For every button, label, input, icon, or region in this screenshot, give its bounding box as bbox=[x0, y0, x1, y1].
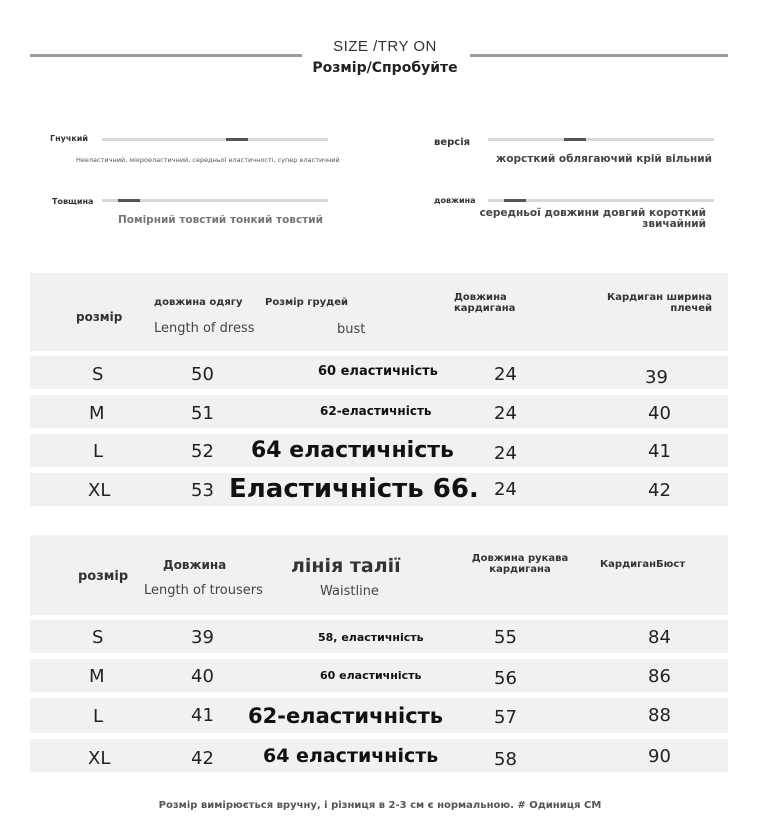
version-scale-track bbox=[488, 138, 714, 141]
top-row-s-shoulder: 39 bbox=[645, 367, 668, 388]
top-header-shoulder-1: Кардиган ширина bbox=[607, 292, 712, 303]
top-header-shoulder-2: плечей bbox=[670, 303, 712, 314]
top-header-dress-ua: довжина одягу bbox=[154, 297, 243, 308]
bottom-row-s-size: S bbox=[92, 627, 104, 648]
bottom-row-xl-bust: 90 bbox=[648, 746, 671, 767]
top-row-s-length: 50 bbox=[191, 364, 214, 385]
bottom-header-cardigan-bust: КардиганБюст bbox=[600, 559, 686, 570]
top-header-cardigan-len-2: кардигана bbox=[454, 303, 516, 314]
bottom-row-xl-sleeve: 58 bbox=[494, 749, 517, 770]
top-row-l-shoulder: 41 bbox=[648, 441, 671, 462]
header-rule-right bbox=[470, 54, 728, 57]
length-options-line2: звичайний bbox=[642, 218, 706, 230]
top-row-m-shoulder: 40 bbox=[648, 403, 671, 424]
top-header-bust-ua: Розмір грудей bbox=[265, 297, 349, 308]
length-label: довжина bbox=[434, 196, 476, 205]
bottom-header-length-ua: Довжина bbox=[163, 558, 227, 572]
thickness-options: Помірний товстий тонкий товстий bbox=[118, 214, 323, 226]
thickness-scale-marker bbox=[118, 199, 140, 202]
top-row-m-size: M bbox=[89, 403, 105, 424]
top-row-s-size: S bbox=[92, 364, 104, 385]
bottom-row-l-length: 41 bbox=[191, 705, 214, 726]
top-row-m-cardigan: 24 bbox=[494, 403, 517, 424]
bottom-row-s-sleeve: 55 bbox=[494, 627, 517, 648]
bottom-row-s-waist: 58, еластичність bbox=[318, 631, 424, 644]
bottom-row-s-bust: 84 bbox=[648, 627, 671, 648]
bottom-row-l-waist: 62-еластичність bbox=[248, 704, 444, 728]
bottom-header-size: розмір bbox=[78, 569, 129, 584]
version-label: версія bbox=[434, 137, 471, 148]
stretch-options: Нееластичний, мікроеластичний, середньої еластичності, супер еластичний bbox=[76, 156, 340, 164]
top-header-cardigan-len-1: Довжина bbox=[454, 292, 507, 303]
top-header-size: розмір bbox=[76, 310, 123, 324]
version-options: жорсткий облягаючий крій вільний bbox=[495, 153, 712, 165]
bottom-row-xl-length: 42 bbox=[191, 748, 214, 769]
bottom-row-m-sleeve: 56 bbox=[494, 668, 517, 689]
bottom-row-l-size: L bbox=[93, 706, 104, 727]
top-row-l-length: 52 bbox=[191, 441, 214, 462]
top-row-xl-bust: Еластичність 66. bbox=[229, 474, 479, 504]
bottom-row-s-length: 39 bbox=[191, 627, 214, 648]
top-row-xl-length: 53 bbox=[191, 480, 214, 501]
bottom-row-xl-size: XL bbox=[88, 748, 111, 769]
top-row-l-cardigan: 24 bbox=[494, 443, 517, 464]
stretch-scale-marker bbox=[226, 138, 248, 141]
top-row-s-cardigan: 24 bbox=[494, 364, 517, 385]
bottom-header-sleeve-2: кардигана bbox=[489, 564, 551, 575]
bottom-row-xl-waist: 64 еластичність bbox=[263, 745, 439, 767]
header-rule-left bbox=[30, 54, 302, 57]
bottom-header-length-en: Length of trousers bbox=[144, 583, 263, 598]
bottom-header-sleeve-1: Довжина рукава bbox=[471, 553, 569, 564]
top-row-l-size: L bbox=[93, 441, 104, 462]
top-row-xl-shoulder: 42 bbox=[648, 480, 671, 501]
size-title-ua: Розмір/Спробуйте bbox=[312, 60, 458, 76]
top-row-m-bust: 62-еластичність bbox=[320, 404, 432, 418]
top-row-m-length: 51 bbox=[191, 403, 214, 424]
top-row-xl-size: XL bbox=[88, 480, 111, 501]
top-row-s-bust: 60 еластичність bbox=[318, 364, 438, 379]
bottom-header-waist-en: Waistline bbox=[320, 584, 379, 599]
thickness-label: Товщина bbox=[52, 197, 94, 206]
length-scale-marker bbox=[504, 199, 526, 202]
bottom-header-waist-ua: лінія талії bbox=[291, 555, 401, 577]
top-header-dress-en: Length of dress bbox=[154, 321, 255, 336]
bottom-row-l-sleeve: 57 bbox=[494, 707, 517, 728]
bottom-row-m-bust: 86 bbox=[648, 666, 671, 687]
bottom-row-m-waist: 60 еластичність bbox=[320, 669, 422, 682]
stretch-scale-track bbox=[102, 138, 328, 141]
top-row-xl-cardigan: 24 bbox=[494, 479, 517, 500]
size-title-en: SIZE /TRY ON bbox=[333, 38, 437, 55]
length-options-line1: середньої довжини довгий короткий bbox=[479, 207, 706, 219]
measurement-note: Розмір вимірюється вручну, і різниця в 2-3 см є нормальною. # Одиниця СМ bbox=[158, 800, 602, 811]
version-scale-marker bbox=[564, 138, 586, 141]
bottom-row-m-size: M bbox=[89, 666, 105, 687]
top-row-l-bust: 64 еластичність bbox=[251, 438, 454, 463]
bottom-row-m-length: 40 bbox=[191, 666, 214, 687]
top-header-bust-en: bust bbox=[337, 322, 366, 337]
bottom-row-l-bust: 88 bbox=[648, 705, 671, 726]
stretch-label: Гнучкий bbox=[50, 134, 88, 143]
